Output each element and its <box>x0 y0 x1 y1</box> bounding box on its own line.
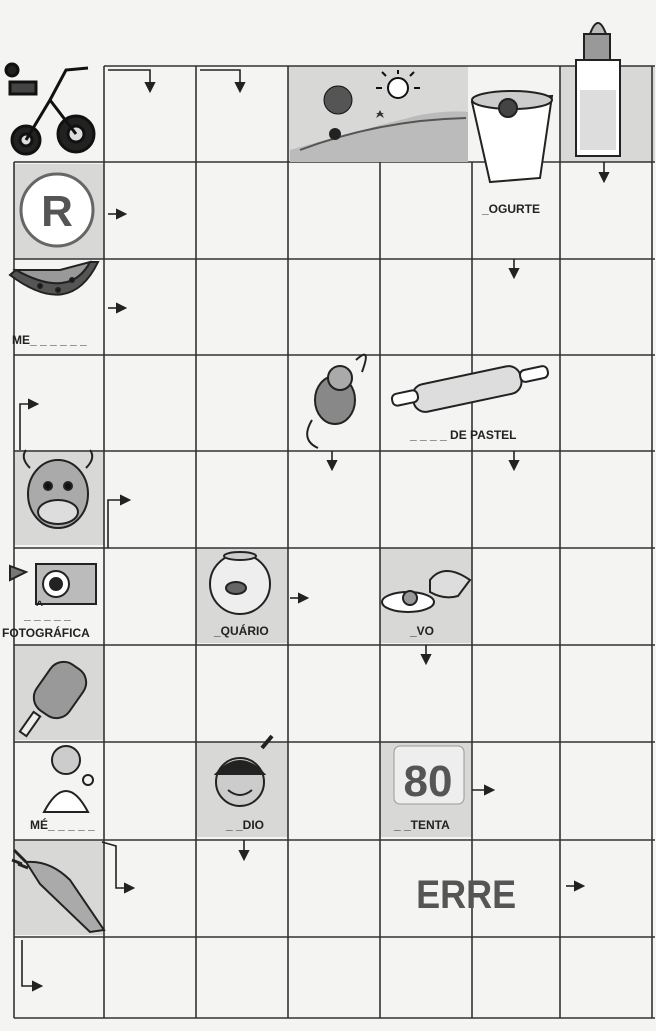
camera-hat: ^ <box>36 598 44 612</box>
yogurt-clue: _OGURTE <box>482 202 541 216</box>
number-80-text: 80 <box>403 757 453 806</box>
camera-icon <box>10 564 96 604</box>
grid-lines <box>14 66 655 1018</box>
erre-text: ERRE <box>416 873 517 918</box>
aquarium-clue: _QUÁRIO <box>214 624 269 638</box>
yogurt-cup-icon <box>472 91 552 182</box>
indian-clue: _ _DIO <box>226 818 265 832</box>
letter-r-text: R <box>41 187 73 236</box>
doctor-clue: MÉ_ _ _ _ _ <box>30 818 95 832</box>
camera-clue: FOTOGRÁFICA <box>2 626 90 640</box>
egg-clue: _VO <box>410 624 435 638</box>
rolling-pin-icon <box>391 364 549 414</box>
watermelon-icon <box>10 262 98 295</box>
fishbowl-icon <box>210 552 270 614</box>
roller-clue: _ _ _ _ DE PASTEL <box>410 428 517 442</box>
monkey-icon <box>307 355 366 448</box>
doctor-icon <box>44 746 93 812</box>
eighty-clue: _ _TENTA <box>394 818 450 832</box>
baby-bottle-icon <box>576 23 620 156</box>
camera-blanks: _ _ _ _ _ <box>24 608 71 622</box>
melon-clue: ME_ _ _ _ _ _ <box>12 333 87 347</box>
tricycle-icon <box>6 64 94 154</box>
